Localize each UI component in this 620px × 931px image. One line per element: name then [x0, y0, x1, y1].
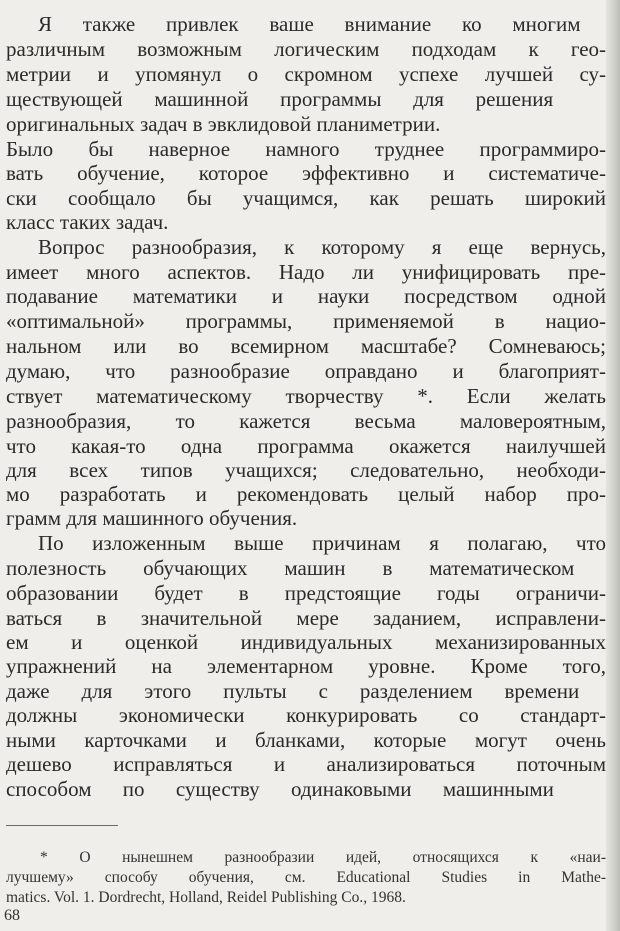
text-line: вать обучение, которое эффективно и систематиче- — [6, 161, 606, 185]
text-line: упражнений на элементарном уровне. Кроме того, — [6, 654, 606, 678]
text-line: ем и оценкой индивидуальных механизированных — [6, 630, 606, 654]
text-line: что какая-то одна программа окажется наилучшей — [6, 434, 606, 458]
text-line: ществующей машинной программы для решения — [6, 87, 554, 111]
text-line: полезность обучающих машин в математическом — [6, 556, 575, 580]
text-line: Было бы наверное намного труднее программиро- — [6, 137, 606, 161]
text-line: образовании будет в предстоящие годы ограничи- — [6, 581, 607, 605]
footnote-line: matics. Vol. 1. Dordrecht, Holland, Reidel Publishing Co., 1968. — [6, 889, 406, 906]
page-number: 68 — [4, 907, 20, 924]
text-line: даже для этого пульты с разделением времени — [6, 679, 580, 703]
text-line: имеет много аспектов. Надо ли унифицировать пре- — [6, 260, 607, 284]
text-line: ствует математическому творчеству *. Если желать — [6, 384, 606, 408]
text-line: грамм для машинного обучения. — [6, 506, 298, 530]
text-line: нальном или во всемирном масштабе? Сомневаюсь; — [6, 334, 606, 358]
text-line: должны экономически конкурировать со стандарт- — [6, 703, 607, 727]
text-line: По изложенным выше причинам я полагаю, что — [38, 531, 606, 555]
text-line: для всех типов учащихся; следовательно, необходи- — [6, 458, 606, 482]
text-line: различным возможным логическим подходам к гео- — [6, 37, 607, 61]
footnote-divider — [6, 825, 118, 826]
text-line: способом по существу одинаковыми машинными — [6, 777, 554, 801]
text-line: подавание математики и науки посредством одной — [6, 284, 606, 308]
text-line: Вопрос разнообразия, к которому я еще вернусь, — [38, 235, 606, 259]
text-line: класс таких задач. — [6, 210, 169, 234]
text-line: думаю, что разнообразие оправдано и благоприят- — [6, 359, 606, 383]
text-line: Я также привлек ваше внимание ко многим — [38, 12, 581, 36]
text-line: мо разработать и рекомендовать целый набор про- — [6, 482, 607, 506]
text-line: метрии и упомянул о скромном успехе лучшей су- — [6, 62, 607, 86]
text-line: разнообразия, то кажется весьма маловероятным, — [6, 409, 606, 433]
text-line: дешево исправляться и анализироваться поточным — [6, 752, 606, 776]
footnote-line: лучшему» способу обучения, см. Educational Studies in Mathe- — [6, 869, 606, 886]
text-line: ными карточками и бланками, которые могут очень — [6, 728, 607, 752]
text-line: ваться в значительной мере заданием, исправлени- — [6, 606, 606, 630]
text-line: ски сообщало бы учащимся, как решать широкий — [6, 186, 606, 210]
text-line: «оптимальной» программы, применяемой в нацио- — [6, 309, 607, 333]
text-line: оригинальных задач в эвклидовой планиметрии. — [6, 112, 441, 136]
footnote-line: * О нынешнем разнообразии идей, относящихся к «наи- — [40, 849, 606, 866]
page-spine-shadow — [606, 0, 620, 931]
